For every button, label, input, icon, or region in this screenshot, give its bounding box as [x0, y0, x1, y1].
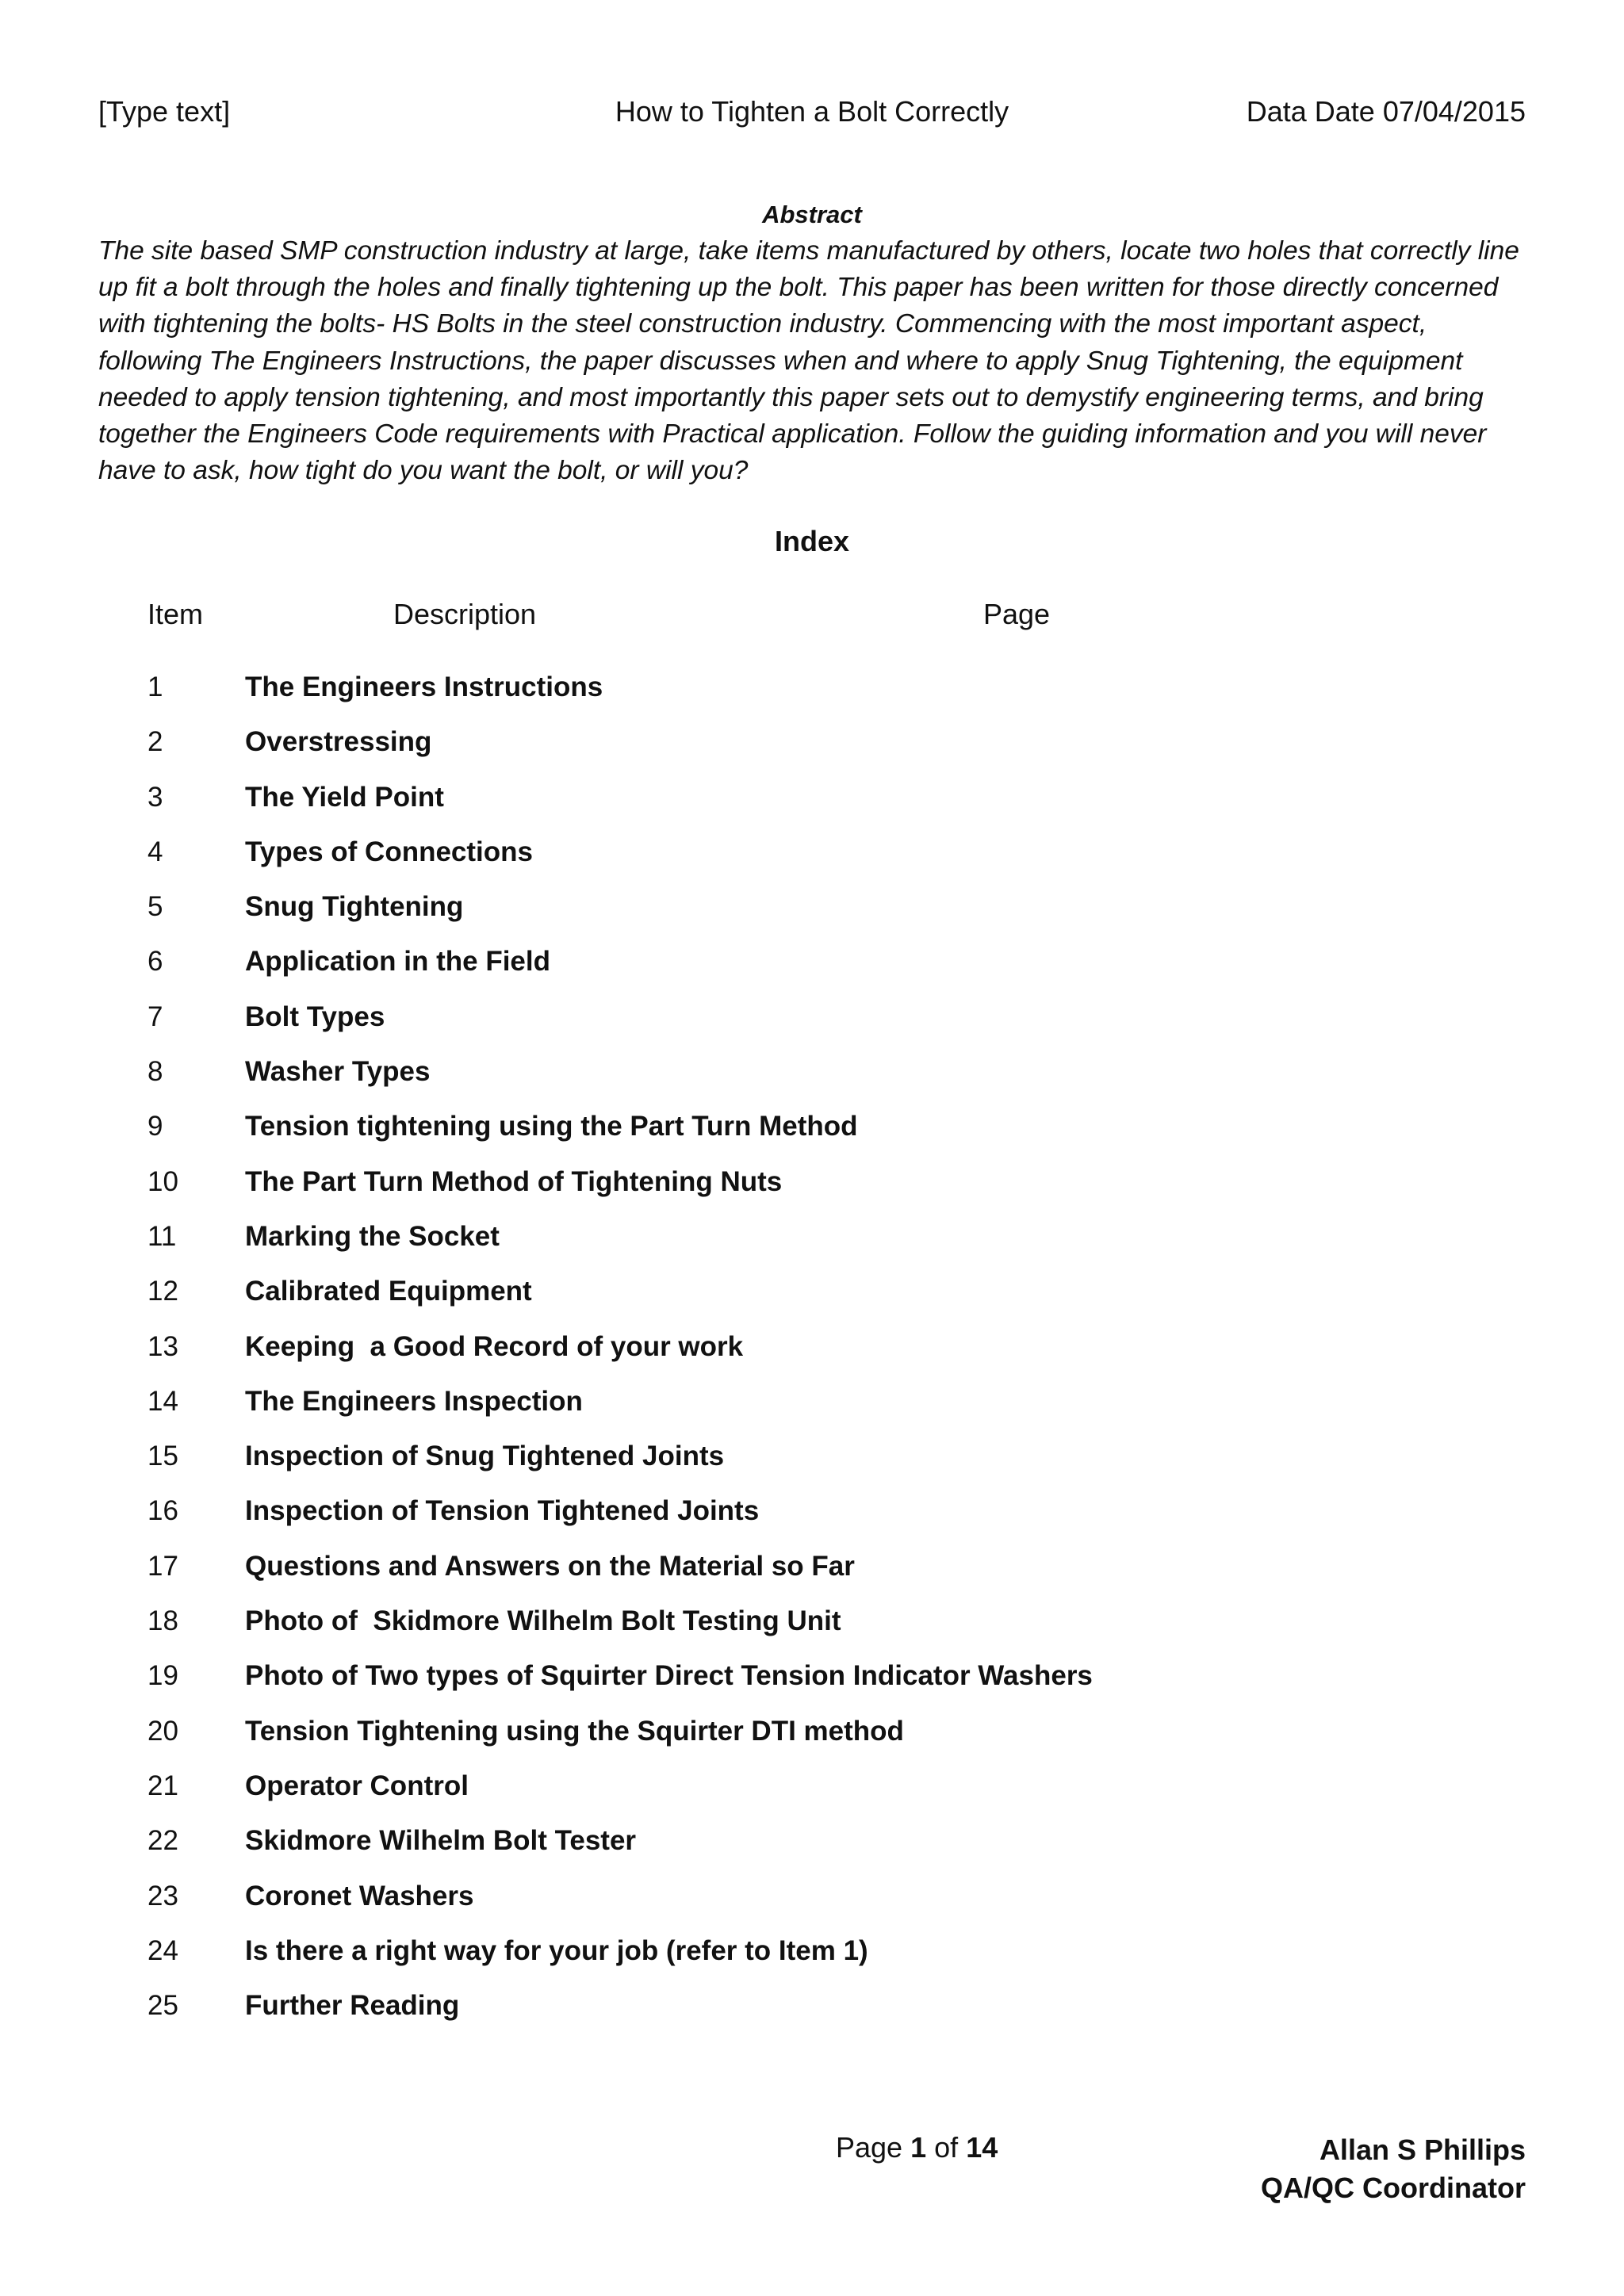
index-item-number: 2 [147, 726, 163, 758]
index-item-number: 1 [147, 672, 163, 702]
index-row [0, 1331, 1624, 1386]
index-item-number: 25 [147, 1990, 178, 2022]
index-row [0, 1276, 1624, 1330]
index-row [0, 1001, 1624, 1056]
index-item-number: 17 [147, 1550, 178, 1582]
column-header-description: Description [393, 598, 537, 630]
index-item-title: Overstressing [245, 726, 432, 758]
index-row [0, 1881, 1624, 1935]
abstract-heading: Abstract [762, 201, 862, 228]
index-item-title: Application in the Field [245, 946, 550, 978]
index-row [0, 1495, 1624, 1550]
index-item-title: Washer Types [245, 1056, 431, 1088]
index-item-title: The Yield Point [245, 781, 444, 813]
index-item-title: Snug Tightening [245, 891, 464, 923]
page-current: 1 [910, 2131, 927, 2164]
index-item-number: 20 [147, 1715, 178, 1747]
index-item-title: Photo of Two types of Squirter Direct Tension Indicator Washers [245, 1660, 1093, 1692]
index-item-number: 21 [147, 1770, 178, 1801]
index-row [0, 1660, 1624, 1715]
index-item-title: Keeping a Good Record of your work [245, 1330, 744, 1362]
index-row [0, 1990, 1624, 2045]
index-item-title: Bolt Types [245, 1001, 385, 1032]
index-item-title: Questions and Answers on the Material so Far [245, 1550, 855, 1582]
index-item-number: 8 [147, 1056, 163, 1088]
index-item-number: 18 [147, 1605, 178, 1637]
index-item-number: 5 [147, 891, 163, 923]
index-item-number: 19 [147, 1660, 178, 1692]
index-item-title: The Part Turn Method of Tightening Nuts [245, 1165, 783, 1197]
index-item-title: Is there a right way for your job (refer to Item 1) [245, 1934, 868, 1966]
index-list [0, 672, 1624, 2045]
index-item-number: 22 [147, 1825, 178, 1857]
index-row [0, 836, 1624, 891]
index-item-title: The Engineers Instructions [245, 672, 603, 702]
index-item-number: 4 [147, 836, 163, 867]
page-header [98, 95, 1526, 135]
index-item-title: Inspection of Snug Tightened Joints [245, 1441, 725, 1472]
index-row [0, 782, 1624, 836]
index-item-number: 12 [147, 1276, 178, 1307]
index-item-number: 14 [147, 1385, 178, 1417]
index-item-title: The Engineers Inspection [245, 1385, 583, 1417]
index-row [0, 1716, 1624, 1770]
index-item-number: 6 [147, 946, 163, 978]
index-row [0, 1386, 1624, 1441]
index-row [0, 1825, 1624, 1880]
index-row [0, 726, 1624, 781]
page-prefix: Page [836, 2131, 903, 2164]
document-title: How to Tighten a Bolt Correctly [615, 95, 1009, 128]
index-row [0, 1605, 1624, 1660]
index-item-title: Inspection of Tension Tightened Joints [245, 1495, 760, 1527]
index-item-title: Calibrated Equipment [245, 1276, 532, 1307]
data-date: Data Date 07/04/2015 [1246, 95, 1526, 128]
header-left-text: [Type text] [98, 95, 231, 128]
index-row [0, 1935, 1624, 1990]
index-item-number: 16 [147, 1495, 178, 1527]
index-item-number: 23 [147, 1880, 178, 1911]
index-row [0, 1166, 1624, 1221]
index-row [0, 1441, 1624, 1495]
page-total: 14 [966, 2131, 998, 2164]
index-row [0, 1551, 1624, 1605]
index-item-title: Marking the Socket [245, 1220, 500, 1252]
index-item-number: 9 [147, 1111, 163, 1142]
index-item-title: Photo of Skidmore Wilhelm Bolt Testing Unit [245, 1605, 841, 1637]
index-row [0, 672, 1624, 726]
index-item-number: 11 [147, 1220, 177, 1252]
index-row [0, 1056, 1624, 1111]
abstract-body: The site based SMP construction industry at large, take items manufactured by others, locate two holes that correctly line up fit a bolt through the holes and finally tightening up the bolt. This paper has been written for those directly concerned with tightening the bolts- HS Bolts in the steel construction industry. Commencing with the most important aspect, following The Engineers Instructions, the paper discusses when and where to apply Snug Tightening, the equipment needed to apply tension tightening, and most importantly this paper sets out to demystify engineering terms, and bring together the Engineers Code requirements with Practical application. Follow the guiding information and you will never have to ask, how tight do you want the bolt, or will you? [98, 236, 1519, 486]
index-item-number: 7 [147, 1001, 163, 1032]
index-row [0, 1770, 1624, 1825]
index-item-title: Operator Control [245, 1770, 469, 1801]
author-name: Allan S Phillips [1319, 2133, 1526, 2166]
index-item-title: Types of Connections [245, 836, 533, 867]
index-item-number: 3 [147, 781, 163, 813]
index-item-title: Further Reading [245, 1990, 460, 2022]
column-header-page: Page [983, 598, 1051, 630]
index-item-number: 10 [147, 1165, 178, 1197]
page-of: of [934, 2131, 959, 2164]
index-row [0, 891, 1624, 946]
column-header-item: Item [147, 598, 204, 630]
page-number [836, 2131, 998, 2164]
index-row [0, 1111, 1624, 1165]
index-item-number: 24 [147, 1934, 178, 1966]
index-heading: Index [774, 525, 850, 557]
index-item-number: 13 [147, 1330, 178, 1362]
index-item-title: Tension tightening using the Part Turn Method [245, 1111, 858, 1142]
index-item-title: Coronet Washers [245, 1880, 474, 1911]
author-role: QA/QC Coordinator [1261, 2172, 1526, 2204]
index-item-title: Skidmore Wilhelm Bolt Tester [245, 1825, 637, 1857]
index-item-number: 15 [147, 1441, 178, 1472]
index-item-title: Tension Tightening using the Squirter DTI method [245, 1715, 904, 1747]
author-block [1261, 2131, 1526, 2207]
index-row [0, 946, 1624, 1001]
index-row [0, 1221, 1624, 1276]
